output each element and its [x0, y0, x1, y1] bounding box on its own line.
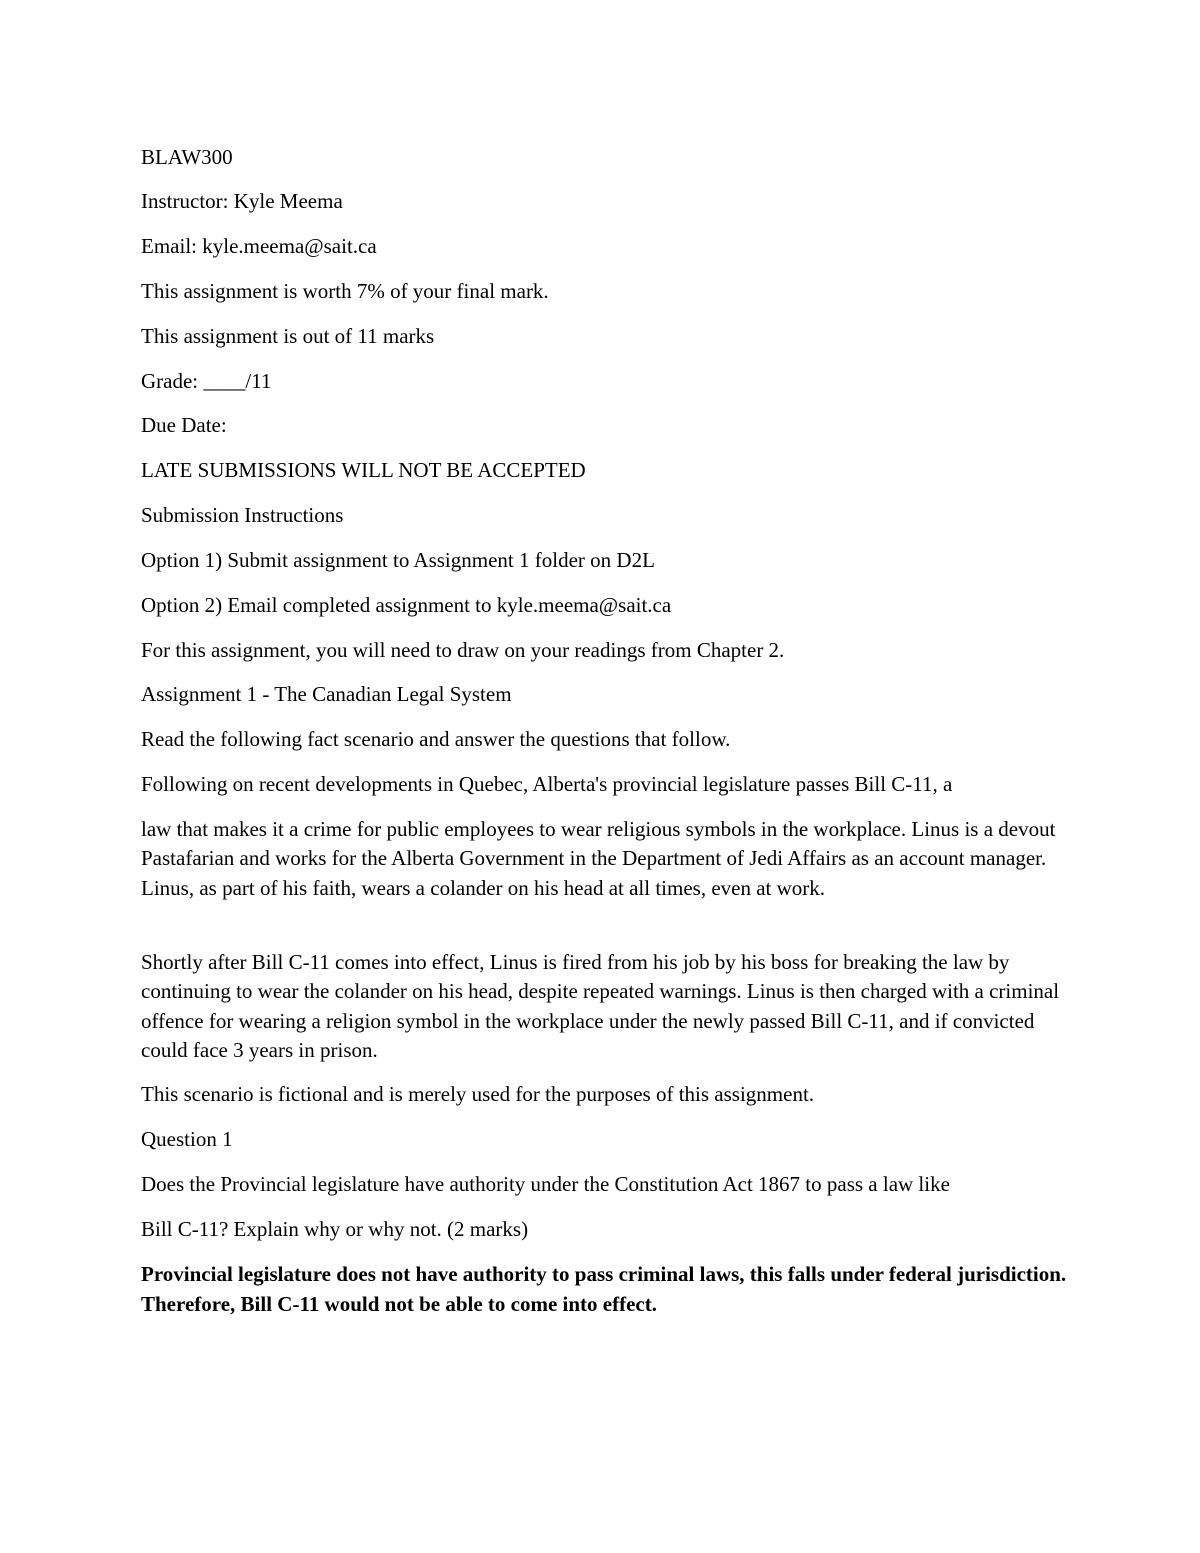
scenario-paragraph-1: law that makes it a crime for public employees to wear religious symbols in the workplace. Linus is a devout Pastafarian and works for the Alberta Government in the Department of Jedi Affairs as an account manager. Linus, as part of his faith, wears a colander on his head at all times, even at work.	[141, 817, 1056, 900]
assignment-out-of: This assignment is out of 11 marks	[141, 324, 435, 348]
scenario-line-1: Following on recent developments in Quebec, Alberta's provincial legislature passes Bill C-11, a	[141, 772, 953, 796]
assignment-worth: This assignment is worth 7% of your final mark.	[141, 279, 549, 303]
late-notice: LATE SUBMISSIONS WILL NOT BE ACCEPTED	[141, 458, 586, 482]
answer-1: Provincial legislature does not have authority to pass criminal laws, this falls under federal jurisdiction. Therefore, Bill C-11 would not be able to come into effect.	[141, 1262, 1067, 1316]
instructor-line: Instructor: Kyle Meema	[141, 189, 343, 213]
question-1-heading: Question 1	[141, 1127, 233, 1151]
submission-option-1: Option 1) Submit assignment to Assignment 1 folder on D2L	[141, 548, 655, 572]
assignment-title: Assignment 1 - The Canadian Legal System	[141, 682, 512, 706]
due-date: Due Date:	[141, 413, 227, 437]
question-1-line-1: Does the Provincial legislature have authority under the Constitution Act 1867 to pass a law like	[141, 1172, 950, 1196]
chapter-note: For this assignment, you will need to draw on your readings from Chapter 2.	[141, 638, 785, 662]
submission-heading: Submission Instructions	[141, 503, 344, 527]
email-line: Email: kyle.meema@sait.ca	[141, 234, 377, 258]
scenario-paragraph-2: Shortly after Bill C-11 comes into effect, Linus is fired from his job by his boss for breaking the law by continuing to wear the colander on his head, despite repeated warnings. Linus is then charged with a criminal offence for wearing a religion symbol in the workplace under the newly passed Bill C-11, and if convicted could face 3 years in prison.	[141, 950, 1060, 1062]
fiction-note: This scenario is fictional and is merely used for the purposes of this assignment.	[141, 1082, 815, 1106]
scenario-instruction: Read the following fact scenario and answer the questions that follow.	[141, 727, 731, 751]
course-code: BLAW300	[141, 145, 233, 169]
grade-line: Grade: ____/11	[141, 369, 272, 393]
submission-option-2: Option 2) Email completed assignment to kyle.meema@sait.ca	[141, 593, 672, 617]
question-1-line-2: Bill C-11? Explain why or why not. (2 marks)	[141, 1217, 529, 1241]
